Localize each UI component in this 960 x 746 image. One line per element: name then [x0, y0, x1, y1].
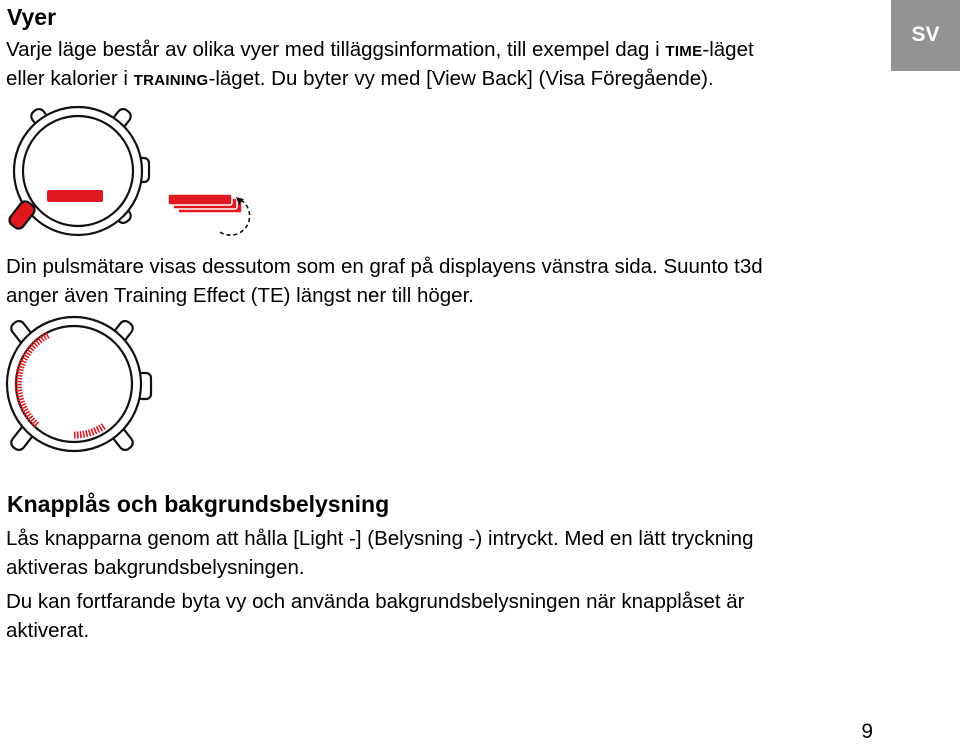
training-keyword: TRAINING: [133, 72, 209, 89]
time-keyword: TIME: [665, 43, 703, 60]
lock-paragraph-line3: Du kan fortfarande byta vy och använda bakgrundsbelysningen när knapplåset är: [6, 590, 745, 613]
language-tab-label: SV: [911, 22, 940, 46]
graph-paragraph-line1: Din pulsmätare visas dessutom som en graf på displayens vänstra sida. Suunto t3d: [6, 255, 763, 278]
lock-paragraph-line2: aktiveras bakgrundsbelysningen.: [6, 556, 305, 579]
views-line1-prefix: Varje läge består av olika vyer med tilläggsinformation, till exempel dag i: [6, 38, 666, 61]
views-heading: Vyer: [7, 4, 57, 30]
page-number: 9: [861, 720, 873, 743]
views-line2-prefix: eller kalorier i: [6, 67, 134, 90]
graph-paragraph-line2: anger även Training Effect (TE) längst ner till höger.: [6, 284, 474, 307]
lock-paragraph-line1: Lås knapparna genom att hålla [Light -] (Belysning -) intryckt. Med en lätt tryckning: [6, 527, 754, 550]
views-line2-suffix: -läget. Du byter vy med [View Back] (Visa Föregående).: [208, 67, 714, 90]
lock-heading: Knapplås och bakgrundsbelysning: [7, 491, 390, 517]
lock-paragraph-line4: aktiverat.: [6, 619, 90, 642]
views-line1-suffix: -läget: [702, 38, 754, 61]
